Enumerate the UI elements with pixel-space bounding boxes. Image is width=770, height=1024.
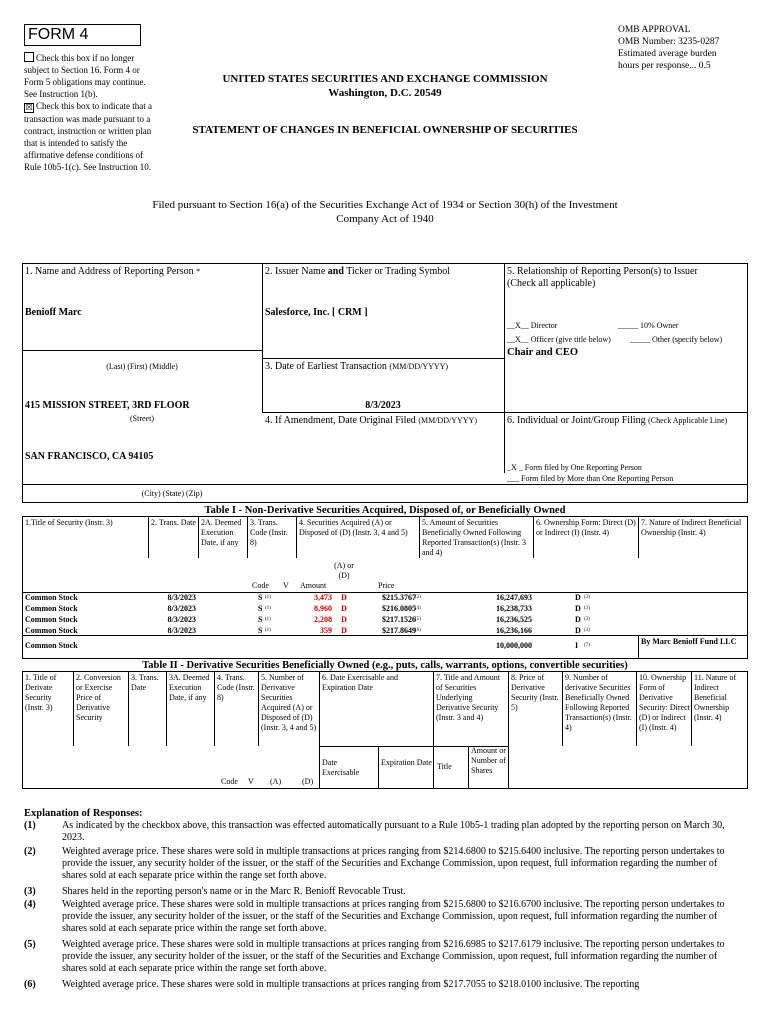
officer-title: Chair and CEO — [507, 347, 578, 358]
t1-form-cell: D — [575, 615, 581, 624]
t1-sub-v: V — [283, 581, 289, 590]
t1-date-cell: 8/3/2023 — [167, 615, 196, 624]
filing-one-person[interactable]: _X _ Form filed by One Reporting Person — [507, 463, 642, 472]
ten-pct-owner-option[interactable]: _____ 10% Owner — [618, 321, 679, 330]
t1-code-sup-cell: (1) — [265, 617, 271, 622]
t1-code-sup-cell: (1) — [265, 595, 271, 600]
t1-owned-cell: 16,247,693 — [496, 593, 532, 602]
t1-col-title: 1.Title of Security (Instr. 3) — [25, 518, 113, 527]
t1-col-nature: 7. Nature of Indirect Beneficial Ownership (Instr. 4) — [641, 518, 742, 537]
form-title: FORM 4 — [24, 24, 141, 46]
t1-ad-cell: D — [341, 593, 347, 602]
table2-title: Table II - Derivative Securities Beneficially Owned (e.g., puts, calls, warrants, options, convertible securities) — [142, 660, 628, 671]
checkbox-section16[interactable] — [24, 52, 152, 100]
t1-amount-cell: 3,473 — [314, 593, 332, 602]
explanation-text: Weighted average price. These shares were sold in multiple transactions at prices ranging from $216.6985 to $217.6179 inclusive. The reporting person undertakes to provide the issuer, any security holder of the issuer, or the staff of the Securities and Exchange Commission, upon request, full information regarding the number of shares sold at each separate price within the range set forth above. — [62, 939, 725, 974]
t2-col-price: 8. Price of Derivative Security (Instr. 5) — [511, 673, 559, 712]
explanation-number: (2) — [24, 846, 36, 857]
box3-label: 3. Date of Earliest Transaction (MM/DD/YYYY) — [265, 361, 449, 372]
explanation-number: (4) — [24, 899, 36, 910]
t1-security-cell: Common Stock — [25, 626, 78, 635]
t2-sub-a: (A) — [270, 777, 282, 786]
filed-pursuant: Filed pursuant to Section 16(a) of the Securities Exchange Act of 1934 or Section 30(h) of the Investment Company Act of 1940 — [152, 199, 618, 225]
t1-sub-amount: Amount — [300, 581, 327, 590]
t1-nature-cell: By Marc Benioff Fund LLC — [641, 637, 737, 646]
checkbox-10b5-1-box[interactable]: ☒ — [25, 103, 33, 112]
t2-sub-title: Title — [437, 762, 452, 771]
checkbox-10b5-1[interactable] — [24, 100, 152, 173]
t1-sub-price: Price — [378, 581, 395, 590]
explanation-number: (6) — [24, 979, 36, 990]
t1-price-cell: $215.3767 — [382, 593, 416, 602]
t1-code-cell: S — [258, 604, 263, 613]
t1-owned-cell: 16,238,733 — [496, 604, 532, 613]
t1-date-cell: 8/3/2023 — [167, 604, 196, 613]
t1-price-cell: $217.8649 — [382, 626, 416, 635]
t2-col-code: 4. Trans. Code (Instr. 8) — [217, 673, 255, 702]
box6-label: 6. Individual or Joint/Group Filing (Check Applicable Line) — [507, 415, 728, 426]
t1-ad-cell: D — [341, 626, 347, 635]
explanation-text: Weighted average price. These shares were sold in multiple transactions at prices ranging from $217.7055 to $218.0100 inclusive. The reporting — [62, 979, 640, 990]
t1-form-cell: I — [575, 641, 579, 650]
agency-header — [150, 72, 620, 100]
agency-name: UNITED STATES SECURITIES AND EXCHANGE COMMISSION — [222, 73, 548, 85]
t1-price-sup-cell: (4) — [415, 606, 421, 611]
t2-sub-v: V — [248, 777, 254, 786]
t2-col-underlying: 7. Title and Amount of Securities Underlying Derivative Security (Instr. 3 and 4) — [436, 673, 501, 722]
t2-col-date: 3. Trans. Date — [131, 673, 159, 692]
t1-col-acquired: 4. Securities Acquired (A) or Disposed of (D) (Instr. 3, 4 and 5) — [299, 518, 408, 537]
t2-col-owned: 9. Number of derivative Securities Beneficially Owned Following Reported Transaction(s) (Instr. 4) — [565, 673, 632, 732]
t1-code-cell: S — [258, 615, 263, 624]
t1-price-cell: $216.0805 — [382, 604, 416, 613]
t1-form-sup-cell: (3) — [584, 595, 590, 600]
t1-form-cell: D — [575, 604, 581, 613]
director-option[interactable]: __X__ Director — [507, 321, 558, 330]
explanation-text: Shares held in the reporting person's name or in the Marc R. Benioff Revocable Trust. — [62, 886, 406, 897]
statement-title: STATEMENT OF CHANGES IN BENEFICIAL OWNERSHIP OF SECURITIES — [192, 124, 578, 136]
name-caption: (Last) (First) (Middle) — [106, 362, 178, 371]
omb-number: OMB Number: 3235-0287 — [618, 37, 720, 47]
box2-label: 2. Issuer Name and Ticker or Trading Symbol — [265, 266, 451, 277]
t2-sub-date-ex: Date Exercisable — [322, 758, 360, 777]
t1-price-sup-cell: (5) — [415, 617, 421, 622]
explanation-text: Weighted average price. These shares were sold in multiple transactions at prices ranging from $214.6800 to $215.6400 inclusive. The reporting person undertakes to provide the issuer, any security holder of the issuer, or the staff of the Securities and Exchange Commission, upon request, full information regarding the number of shares sold at each separate price within the range set forth above. — [62, 846, 725, 881]
issuer-name: Salesforce, Inc. [ CRM ] — [265, 307, 368, 318]
t1-price-sup-cell: (6) — [415, 628, 421, 633]
t1-form-cell: D — [575, 626, 581, 635]
explanation-number: (5) — [24, 939, 36, 950]
omb-hours: hours per response... 0.5 — [618, 61, 711, 71]
table1-title: Table I - Non-Derivative Securities Acquired, Disposed of, or Beneficially Owned — [204, 505, 566, 516]
t1-security-cell: Common Stock — [25, 593, 78, 602]
explanation-text: Weighted average price. These shares were sold in multiple transactions at prices ranging from $215.6800 to $216.6700 inclusive. The reporting person undertakes to provide the issuer, any security holder of the issuer, or the staff of the Securities and Exchange Commission, upon request, full information regarding the number of shares sold at each separate price within the range set forth above. — [62, 899, 725, 934]
t2-col-number: 5. Number of Derivative Securities Acquired (A) or Disposed of (D) (Instr. 3, 4 and 5) — [261, 673, 317, 732]
omb-approval-title: OMB APPROVAL — [618, 25, 691, 35]
other-option[interactable]: _____ Other (specify below) — [630, 335, 723, 344]
reporting-street: 415 MISSION STREET, 3RD FLOOR — [25, 400, 190, 411]
t1-form-sup-cell: (3) — [584, 628, 590, 633]
t1-date-cell: 8/3/2023 — [167, 593, 196, 602]
t1-amount-cell: 8,960 — [314, 604, 332, 613]
explanation-number: (1) — [24, 820, 36, 831]
t1-code-sup-cell: (1) — [265, 628, 271, 633]
t1-form-sup-cell: (3) — [584, 606, 590, 611]
t2-sub-code: Code — [221, 777, 238, 786]
t2-col-deemed: 3A. Deemed Execution Date, if any — [169, 673, 210, 702]
t1-owned-cell: 16,236,166 — [496, 626, 532, 635]
t1-form-sup-cell: (3) — [584, 617, 590, 622]
t1-col-code: 3. Trans. Code (Instr. 8) — [250, 518, 288, 547]
t2-col-title: 1. Title of Derivate Security (Instr. 3) — [25, 673, 57, 712]
city-caption: (City) (State) (Zip) — [141, 489, 203, 498]
t2-col-exercisable: 6. Date Exercisable and Expiration Date — [322, 673, 398, 692]
t2-sub-amount: Amount or Number of Shares — [471, 746, 506, 775]
t1-col-deemed: 2A. Deemed Execution Date, if any — [201, 518, 242, 547]
t1-owned-cell: 16,236,525 — [496, 615, 532, 624]
t1-price-sup-cell: (2) — [415, 595, 421, 600]
t1-sub-code: Code — [252, 581, 269, 590]
officer-option[interactable]: __X__ Officer (give title below) — [507, 335, 611, 344]
t1-date-cell: 8/3/2023 — [167, 626, 196, 635]
t2-col-nature: 11. Nature of Indirect Beneficial Ownership (Instr. 4) — [694, 673, 737, 722]
t1-code-cell: S — [258, 593, 263, 602]
explanation-text: As indicated by the checkbox above, this transaction was effected automatically pursuant to a Rule 10b5-1 trading plan adopted by the reporting person on March 30, 2023. — [62, 820, 725, 843]
omb-burden: Estimated average burden — [618, 49, 717, 59]
t1-ad-cell: D — [341, 615, 347, 624]
t1-amount-cell: 359 — [320, 626, 332, 635]
t1-code-sup-cell: (1) — [265, 606, 271, 611]
t1-col-date: 2. Trans. Date — [151, 518, 196, 527]
t2-sub-exp-date: Expiration Date — [381, 758, 432, 767]
t1-code-cell: S — [258, 626, 263, 635]
omb-approval — [618, 24, 748, 72]
t1-owned-cell: 10,000,000 — [496, 641, 532, 650]
filing-multiple-persons[interactable]: ___ Form filed by More than One Reporting Person — [507, 474, 674, 483]
t1-amount-cell: 2,208 — [314, 615, 332, 624]
t1-security-cell: Common Stock — [25, 604, 78, 613]
t1-form-sup-cell: (7) — [584, 643, 590, 648]
t1-security-cell: Common Stock — [25, 615, 78, 624]
t1-security-cell: Common Stock — [25, 641, 78, 650]
t2-col-ownership-form: 10. Ownership Form of Derivative Security: Direct (D) or Indirect (I) (Instr. 4) — [639, 673, 690, 732]
checkbox-10b5-1-label: Check this box to indicate that a transaction was made pursuant to a contract, instruction or written plan that is intended to satisfy the affirmative defense conditions of Rule 10b5-1(c). See Instruction 10. — [24, 101, 152, 172]
explanation-title: Explanation of Responses: — [24, 808, 143, 819]
earliest-transaction-date: 8/3/2023 — [365, 400, 401, 411]
box4-label: 4. If Amendment, Date Original Filed (MM/DD/YYYY) — [265, 415, 477, 426]
street-caption: (Street) — [130, 414, 154, 423]
reporting-person-name: Benioff Marc — [25, 307, 82, 318]
t1-ad-cell: D — [341, 604, 347, 613]
t1-col-amount-owned: 5. Amount of Securities Beneficially Owned Following Reported Transaction(s) (Instr. 3 and 4) — [422, 518, 526, 557]
t1-sub-aord: (A) or (D) — [334, 561, 354, 580]
reporting-city: SAN FRANCISCO, CA 94105 — [25, 451, 154, 462]
t1-price-cell: $217.1526 — [382, 615, 416, 624]
checkbox-section16-label: Check this box if no longer subject to Section 16. Form 4 or Form 5 obligations may continue. See Instruction 1(b). — [24, 53, 146, 99]
box1-label: 1. Name and Address of Reporting Person * — [25, 266, 201, 277]
t2-col-conversion: 2. Conversion or Exercise Price of Derivative Security — [76, 673, 121, 722]
explanation-number: (3) — [24, 886, 36, 897]
t1-col-ownership-form: 6. Ownership Form: Direct (D) or Indirect (I) (Instr. 4) — [536, 518, 636, 537]
agency-location: Washington, D.C. 20549 — [328, 87, 442, 99]
box5-label: 5. Relationship of Reporting Person(s) to Issuer (Check all applicable) — [507, 266, 698, 289]
t1-form-cell: D — [575, 593, 581, 602]
t2-sub-d: (D) — [302, 777, 314, 786]
checkbox-section16-box[interactable] — [24, 52, 34, 62]
